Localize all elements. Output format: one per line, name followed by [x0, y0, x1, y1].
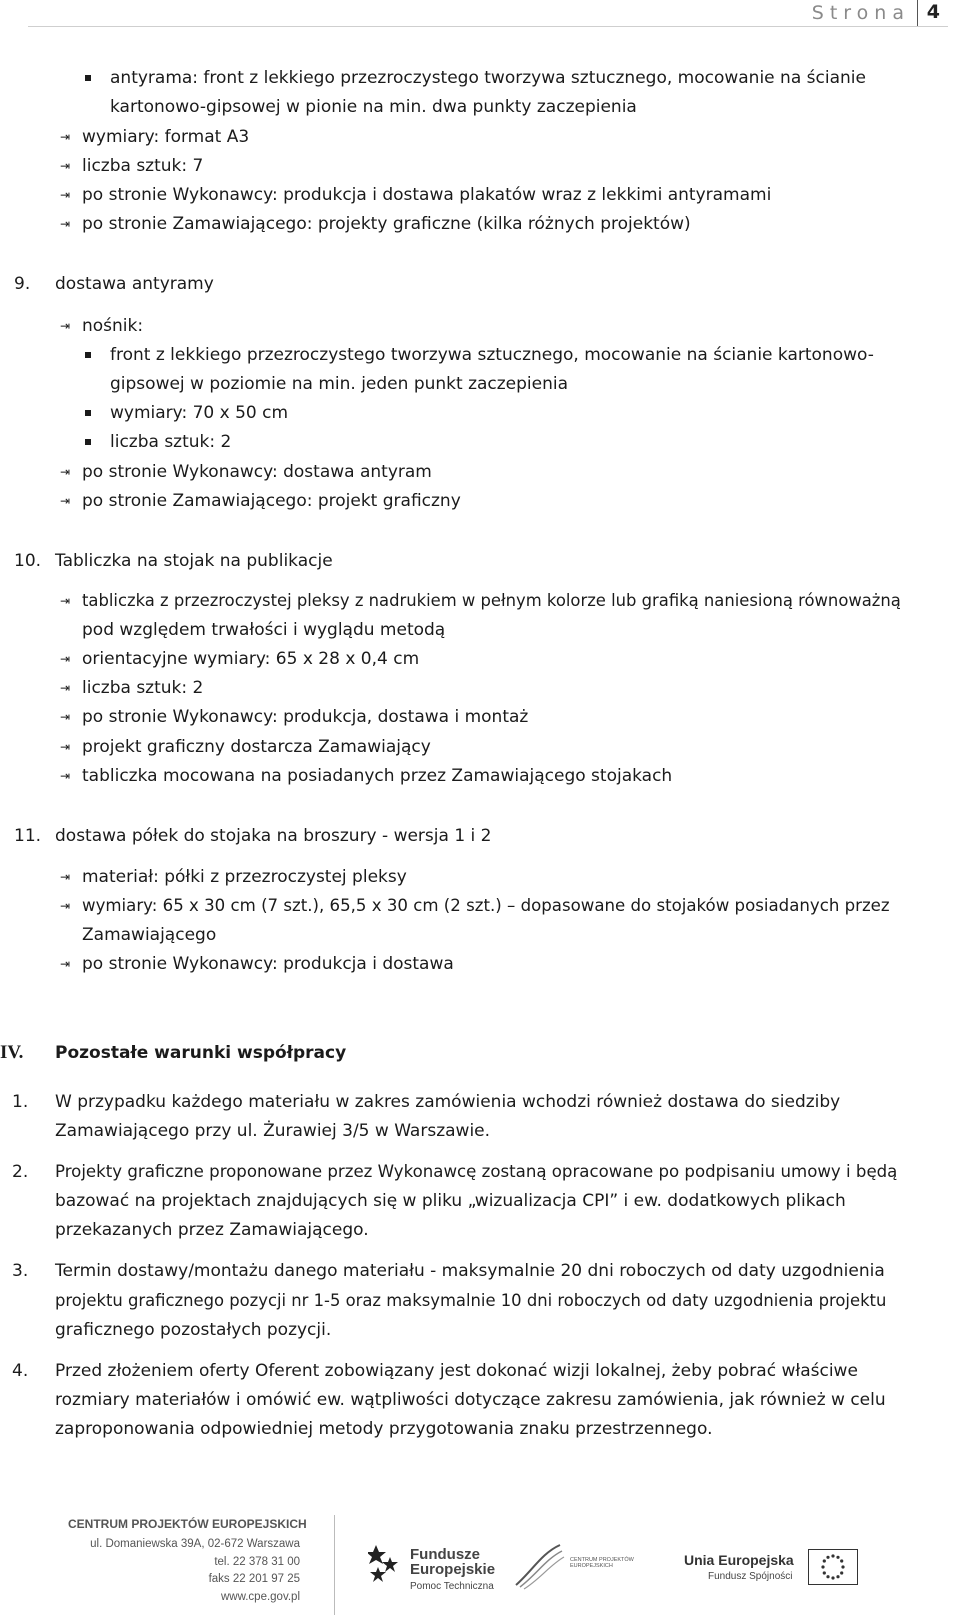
arrow-bullet-icon: ⇥ — [60, 188, 71, 202]
list-item-continuation: gipsowej w poziomie na min. jeden punkt zaczepienia — [110, 374, 569, 394]
cpe-website: www.cpe.gov.pl — [220, 1591, 300, 1603]
list-item: po stronie Wykonawcy: produkcja, dostawa i montaż — [82, 707, 529, 727]
page-label: Strona — [811, 2, 910, 24]
list-item: liczba sztuk: 7 — [82, 156, 204, 176]
ue-title: Unia Europejska — [684, 1552, 794, 1568]
arrow-bullet-icon: ⇥ — [60, 159, 71, 173]
list-item: po stronie Wykonawcy: produkcja i dostawa plakatów wraz z lekkimi antyramami — [82, 185, 772, 205]
arrow-bullet-icon: ⇥ — [60, 769, 71, 783]
arrow-bullet-icon: ⇥ — [60, 957, 71, 971]
arrow-bullet-icon: ⇥ — [60, 594, 71, 608]
ue-fund: Fundusz Spójności — [708, 1571, 793, 1582]
list-item: wymiary: 70 x 50 cm — [110, 403, 289, 423]
arrow-bullet-icon: ⇥ — [60, 217, 71, 231]
page-footer — [0, 1505, 960, 1623]
section-title: dostawa antyramy — [55, 274, 214, 294]
fundusze-europejskie-logo-icon — [368, 1543, 402, 1587]
paragraph-number: 3. — [12, 1261, 29, 1281]
paragraph-line: rozmiary materiałów i omówić ew. wątpliwości dotyczące zakresu zamówienia, jak również w celu — [55, 1390, 886, 1410]
page-header — [28, 0, 948, 27]
footer-divider — [334, 1515, 335, 1615]
paragraph-line: przekazanych przez Zamawiającego. — [55, 1220, 369, 1240]
paragraph-line: bazować na projektach znajdujących się w pliku „wizualizacja CPI” i ew. dodatkowych plikach — [55, 1191, 846, 1211]
paragraph-line: Projekty graficzne proponowane przez Wykonawcę zostaną opracowane po podpisaniu umowy i będą — [55, 1162, 898, 1181]
arrow-bullet-icon: ⇥ — [60, 899, 71, 913]
list-item: materiał: półki z przezroczystej pleksy — [82, 867, 407, 887]
cpe-logo-text — [570, 1557, 634, 1569]
section-number: IV. — [0, 1042, 24, 1063]
arrow-bullet-icon: ⇥ — [60, 740, 71, 754]
arrow-bullet-icon: ⇥ — [60, 870, 71, 884]
header-divider — [917, 0, 918, 26]
list-item: wymiary: format A3 — [82, 127, 250, 147]
cpe-logo-line2: EUROPEJSKICH — [570, 1563, 613, 1569]
list-item: antyrama: front z lekkiego przezroczystego tworzywa sztucznego, mocowanie na ścianie — [110, 68, 866, 88]
list-item-continuation: kartonowo-gipsowej w pionie na min. dwa punkty zaczepienia — [110, 97, 637, 117]
arrow-bullet-icon: ⇥ — [60, 465, 71, 479]
section-title: dostawa półek do stojaka na broszury - wersja 1 i 2 — [55, 826, 492, 846]
paragraph-line: graficznego pozostałych pozycji. — [55, 1320, 332, 1340]
paragraph-line: Termin dostawy/montażu danego materiału - maksymalnie 20 dni roboczych od daty uzgodnienia — [55, 1261, 885, 1281]
fe-line2: Europejskie — [410, 1561, 496, 1578]
list-item: tabliczka z przezroczystej pleksy z nadrukiem w pełnym kolorze lub grafiką naniesioną równoważną — [82, 591, 901, 610]
paragraph-line: projektu graficznego pozycji nr 1-5 oraz maksymalnie 10 dni roboczych od daty uzgodnienia projektu — [55, 1291, 887, 1310]
list-item: nośnik: — [82, 316, 144, 336]
cpe-logo-icon — [512, 1541, 568, 1593]
arrow-bullet-icon: ⇥ — [60, 681, 71, 695]
paragraph-line: Zamawiającego przy ul. Żurawiej 3/5 w Warszawie. — [55, 1121, 491, 1141]
cpe-address: ul. Domaniewska 39A, 02-672 Warszawa — [90, 1538, 300, 1550]
list-item-continuation: pod względem trwałości i wyglądu metodą — [82, 620, 446, 640]
cpe-footer-title: CENTRUM PROJEKTÓW EUROPEJSKICH — [68, 1517, 307, 1531]
square-bullet-icon — [85, 75, 91, 81]
eu-flag-icon — [808, 1549, 858, 1585]
list-item: po stronie Wykonawcy: produkcja i dostawa — [82, 954, 454, 974]
list-item: po stronie Zamawiającego: projekt graficzny — [82, 491, 461, 511]
list-item: wymiary: 65 x 30 cm (7 szt.), 65,5 x 30 cm (2 szt.) – dopasowane do stojaków posiadanych przez — [82, 896, 890, 915]
list-item: front z lekkiego przezroczystego tworzywa sztucznego, mocowanie na ścianie kartonowo- — [110, 345, 874, 365]
arrow-bullet-icon: ⇥ — [60, 710, 71, 724]
square-bullet-icon — [85, 439, 91, 445]
arrow-bullet-icon: ⇥ — [60, 652, 71, 666]
list-item: po stronie Zamawiającego: projekty graficzne (kilka różnych projektów) — [82, 214, 691, 234]
arrow-bullet-icon: ⇥ — [60, 319, 71, 333]
square-bullet-icon — [85, 352, 91, 358]
section-number: 10. — [14, 551, 42, 571]
list-item: po stronie Wykonawcy: dostawa antyram — [82, 462, 432, 482]
fe-line1: Fundusze — [410, 1546, 480, 1563]
cpe-phone: tel. 22 378 31 00 — [214, 1556, 300, 1568]
square-bullet-icon — [85, 410, 91, 416]
page-number: 4 — [926, 1, 940, 23]
paragraph-line: W przypadku każdego materiału w zakres zamówienia wchodzi również dostawa do siedziby — [55, 1092, 841, 1112]
arrow-bullet-icon: ⇥ — [60, 494, 71, 508]
list-item: liczba sztuk: 2 — [110, 432, 232, 452]
section-title: Tabliczka na stojak na publikacje — [55, 551, 333, 571]
paragraph-line: Przed złożeniem oferty Oferent zobowiązany jest dokonać wizji lokalnej, żeby pobrać właściwe — [55, 1361, 858, 1381]
cpe-fax: faks 22 201 97 25 — [208, 1573, 300, 1585]
list-item: liczba sztuk: 2 — [82, 678, 204, 698]
cpe-logo-line1: CENTRUM PROJEKTÓW — [570, 1557, 634, 1563]
list-item: projekt graficzny dostarcza Zamawiający — [82, 737, 431, 757]
list-item: tabliczka mocowana na posiadanych przez Zamawiającego stojakach — [82, 766, 673, 786]
paragraph-number: 4. — [12, 1361, 29, 1381]
section-title: Pozostałe warunki współpracy — [55, 1043, 347, 1063]
paragraph-number: 1. — [12, 1092, 29, 1112]
list-item: orientacyjne wymiary: 65 x 28 x 0,4 cm — [82, 649, 420, 669]
paragraph-number: 2. — [12, 1162, 29, 1182]
section-number: 9. — [14, 274, 31, 294]
fe-subtitle: Pomoc Techniczna — [410, 1581, 494, 1592]
arrow-bullet-icon: ⇥ — [60, 130, 71, 144]
list-item-continuation: Zamawiającego — [82, 925, 217, 945]
fe-logo-text — [410, 1547, 495, 1577]
paragraph-line: zaproponowania odpowiedniej metody przygotowania znaku przestrzennego. — [55, 1419, 713, 1439]
section-number: 11. — [14, 826, 42, 846]
